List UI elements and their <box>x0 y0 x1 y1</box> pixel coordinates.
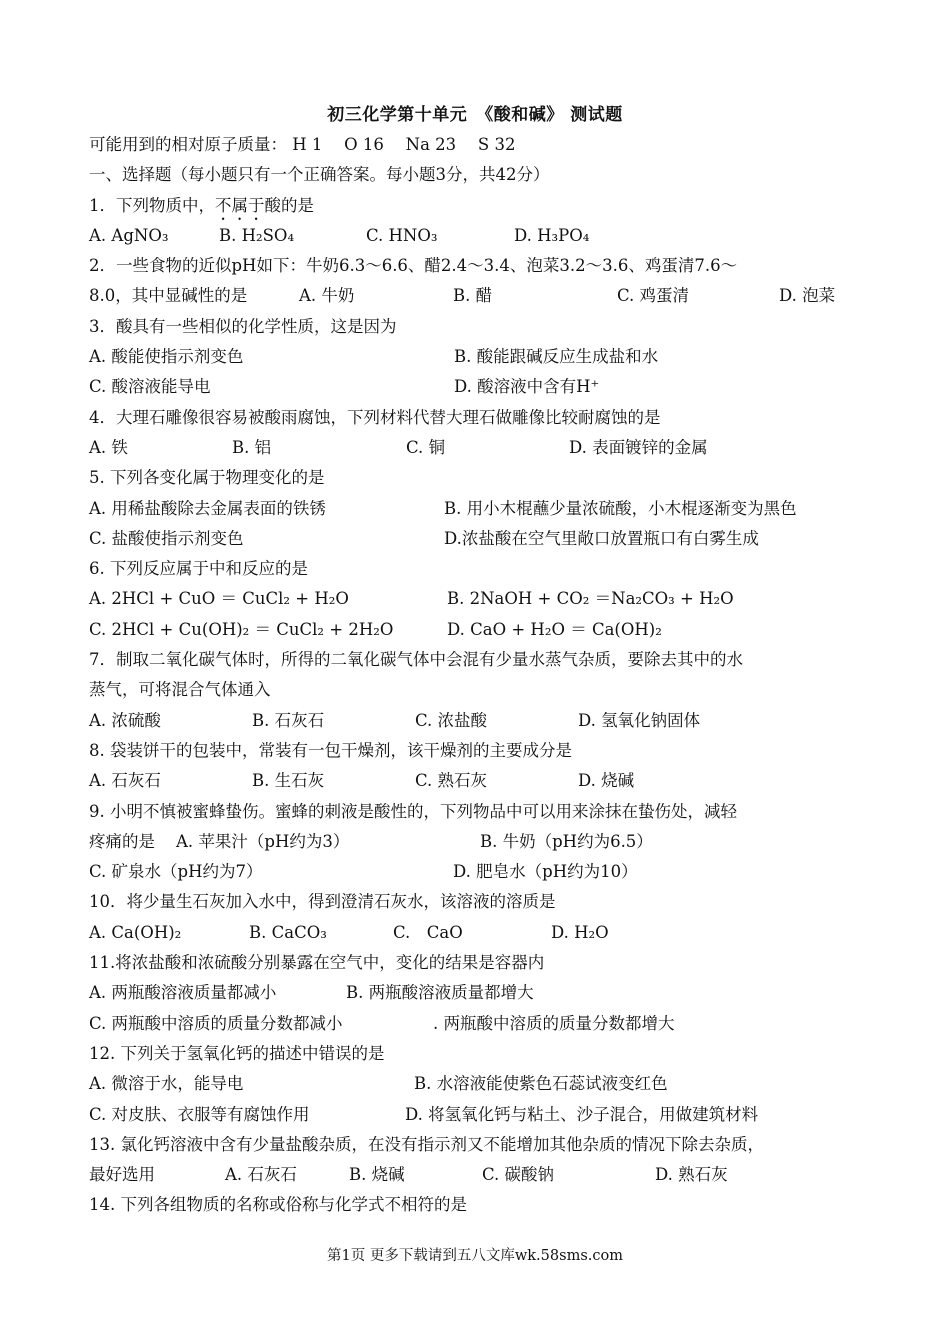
option-c: C. 矿泉水（pH约为7） <box>89 862 263 882</box>
option-b: B. CaCO₃ <box>249 922 327 942</box>
question-3-stem: 3．酸具有一些相似的化学性质，这是因为 <box>89 316 397 336</box>
question-9-options-cd <box>89 857 869 887</box>
question-6-options-cd <box>89 615 869 645</box>
option-d: D. 熟石灰 <box>655 1165 728 1185</box>
question-14-stem: 14. 下列各组物质的名称或俗称与化学式不相符的是 <box>89 1195 467 1215</box>
option-c: C. 2HCl + Cu(OH)₂ ＝ CuCl₂ + 2H₂O <box>89 619 394 639</box>
question-9-stem-cont: 疼痛的是 <box>89 831 155 851</box>
option-b: B. 水溶液能使紫色石蕊试液变红色 <box>414 1074 668 1094</box>
option-c: C. 酸溶液能导电 <box>89 377 211 397</box>
question-4-stem: 4．大理石雕像很容易被酸雨腐蚀，下列材料代替大理石做雕像比较耐腐蚀的是 <box>89 407 661 427</box>
question-3-options-ab <box>89 342 869 372</box>
option-c: C. HNO₃ <box>366 225 438 245</box>
option-b: B. 用小木棍蘸少量浓硫酸，小木棍逐渐变为黑色 <box>444 498 797 518</box>
question-13-options <box>89 1160 869 1190</box>
option-b: B. 牛奶（pH约为6.5） <box>480 831 653 851</box>
question-9-options-ab <box>89 827 869 857</box>
option-a: A. AgNO₃ <box>89 225 169 245</box>
option-a: A. 石灰石 <box>225 1165 297 1185</box>
option-a: A. 两瓶酸溶液质量都减小 <box>89 983 277 1003</box>
option-d: D. 表面镀锌的金属 <box>569 437 708 457</box>
q1-stem-emphasis: 不属于 <box>215 195 265 215</box>
option-d: D. 肥皂水（pH约为10） <box>453 862 638 882</box>
page-footer: 第1页 更多下载请到五八文库wk.58sms.com <box>327 1248 623 1264</box>
option-d: D. 酸溶液中含有H⁺ <box>454 377 600 397</box>
q1-stem-post: 酸的是 <box>264 195 314 215</box>
option-a: A. 铁 <box>89 437 128 457</box>
option-d: D. 烧碱 <box>578 771 635 791</box>
option-a: A. 牛奶 <box>299 286 355 306</box>
option-d: D. 将氢氧化钙与粘土、沙子混合，用做建筑材料 <box>405 1104 759 1124</box>
question-5-options-cd <box>89 524 869 554</box>
section-heading: 一、选择题（每小题只有一个正确答案。每小题3分，共42分） <box>89 165 550 185</box>
question-1-stem <box>89 191 869 221</box>
option-a: A. 酸能使指示剂变色 <box>89 347 244 367</box>
question-10-stem: 10．将少量生石灰加入水中，得到澄清石灰水，该溶液的溶质是 <box>89 892 556 912</box>
question-11-stem: 11.将浓盐酸和浓硫酸分别暴露在空气中，变化的结果是容器内 <box>89 953 545 973</box>
option-a: A. Ca(OH)₂ <box>89 922 182 942</box>
question-12-stem: 12. 下列关于氢氧化钙的描述中错误的是 <box>89 1043 385 1063</box>
option-a: A. 用稀盐酸除去金属表面的铁锈 <box>89 498 326 518</box>
question-2-options <box>89 281 869 311</box>
option-b: B. 酸能跟碱反应生成盐和水 <box>454 347 659 367</box>
q1-stem-pre: 1．下列物质中， <box>89 195 215 215</box>
question-13-stem: 13. 氯化钙溶液中含有少量盐酸杂质，在没有指示剂又不能增加其他杂质的情况下除去杂质， <box>89 1134 764 1154</box>
question-8-stem: 8. 袋装饼干的包装中，常装有一包干燥剂，该干燥剂的主要成分是 <box>89 740 572 760</box>
exam-content <box>89 130 869 1221</box>
option-c: C. 熟石灰 <box>415 771 488 791</box>
question-4-options <box>89 433 869 463</box>
question-2-stem-cont: 8.0，其中显碱性的是 <box>89 286 248 306</box>
option-c: C. CaO <box>393 922 463 942</box>
atomic-mass-line: 可能用到的相对原子质量： H 1 O 16 Na 23 S 32 <box>89 135 516 154</box>
option-a: A. 微溶于水，能导电 <box>89 1074 244 1094</box>
option-d: D. H₂O <box>551 922 609 942</box>
question-11-options-ab <box>89 978 869 1008</box>
page-title: 初三化学第十单元 《酸和碱》 测试题 <box>327 105 623 125</box>
question-9-stem: 9. 小明不慎被蜜蜂蛰伤。蜜蜂的刺液是酸性的，下列物品中可以用来涂抹在蛰伤处，减轻 <box>89 801 737 821</box>
option-c: C. 盐酸使指示剂变色 <box>89 528 244 548</box>
option-d: . 两瓶酸中溶质的质量分数都增大 <box>433 1013 675 1033</box>
question-12-options-ab <box>89 1069 869 1099</box>
option-c: C. 对皮肤、衣服等有腐蚀作用 <box>89 1104 310 1124</box>
option-b: B. 铝 <box>232 437 272 457</box>
question-3-options-cd <box>89 372 869 402</box>
option-c: C. 碳酸钠 <box>482 1165 555 1185</box>
option-d: D. 泡菜 <box>779 286 836 306</box>
question-2-stem: 2．一些食物的近似pH如下：牛奶6.3～6.6、醋2.4～3.4、泡菜3.2～3.6、鸡蛋清7.6～ <box>89 256 738 276</box>
option-d: D. CaO + H₂O ＝ Ca(OH)₂ <box>447 619 662 639</box>
option-c: C. 铜 <box>406 437 446 457</box>
option-d: D. H₃PO₄ <box>514 225 590 245</box>
option-a: A. 石灰石 <box>89 771 161 791</box>
option-a: A. 苹果汁（pH约为3） <box>176 831 350 851</box>
option-a: A. 2HCl + CuO ＝ CuCl₂ + H₂O <box>89 589 349 609</box>
question-13-stem-cont: 最好选用 <box>89 1165 155 1185</box>
question-1-options <box>89 221 869 251</box>
option-d: D. 氢氧化钠固体 <box>578 710 701 730</box>
question-6-stem: 6. 下列反应属于中和反应的是 <box>89 559 308 579</box>
question-10-options <box>89 918 869 948</box>
option-b: B. 烧碱 <box>349 1165 405 1185</box>
option-b: B. 2NaOH + CO₂ ＝Na₂CO₃ + H₂O <box>447 589 734 609</box>
question-6-options-ab <box>89 584 869 614</box>
question-8-options <box>89 766 869 796</box>
option-b: B. 石灰石 <box>252 710 325 730</box>
option-c: C. 两瓶酸中溶质的质量分数都减小 <box>89 1013 343 1033</box>
question-7-stem: 7．制取二氧化碳气体时，所得的二氧化碳气体中会混有少量水蒸气杂质，要除去其中的水 <box>89 650 743 670</box>
option-a: A. 浓硫酸 <box>89 710 161 730</box>
question-11-options-cd <box>89 1009 869 1039</box>
question-7-stem-cont: 蒸气，可将混合气体通入 <box>89 680 271 700</box>
question-12-options-cd <box>89 1100 869 1130</box>
option-b: B. 醋 <box>453 286 493 306</box>
option-b: B. 两瓶酸溶液质量都增大 <box>346 983 534 1003</box>
option-c: C. 鸡蛋清 <box>617 286 690 306</box>
question-5-stem: 5. 下列各变化属于物理变化的是 <box>89 468 325 488</box>
question-7-options <box>89 706 869 736</box>
option-b: B. H₂SO₄ <box>219 225 295 245</box>
option-c: C. 浓盐酸 <box>415 710 488 730</box>
question-5-options-ab <box>89 494 869 524</box>
option-b: B. 生石灰 <box>252 771 325 791</box>
option-d: D.浓盐酸在空气里敞口放置瓶口有白雾生成 <box>444 528 759 548</box>
